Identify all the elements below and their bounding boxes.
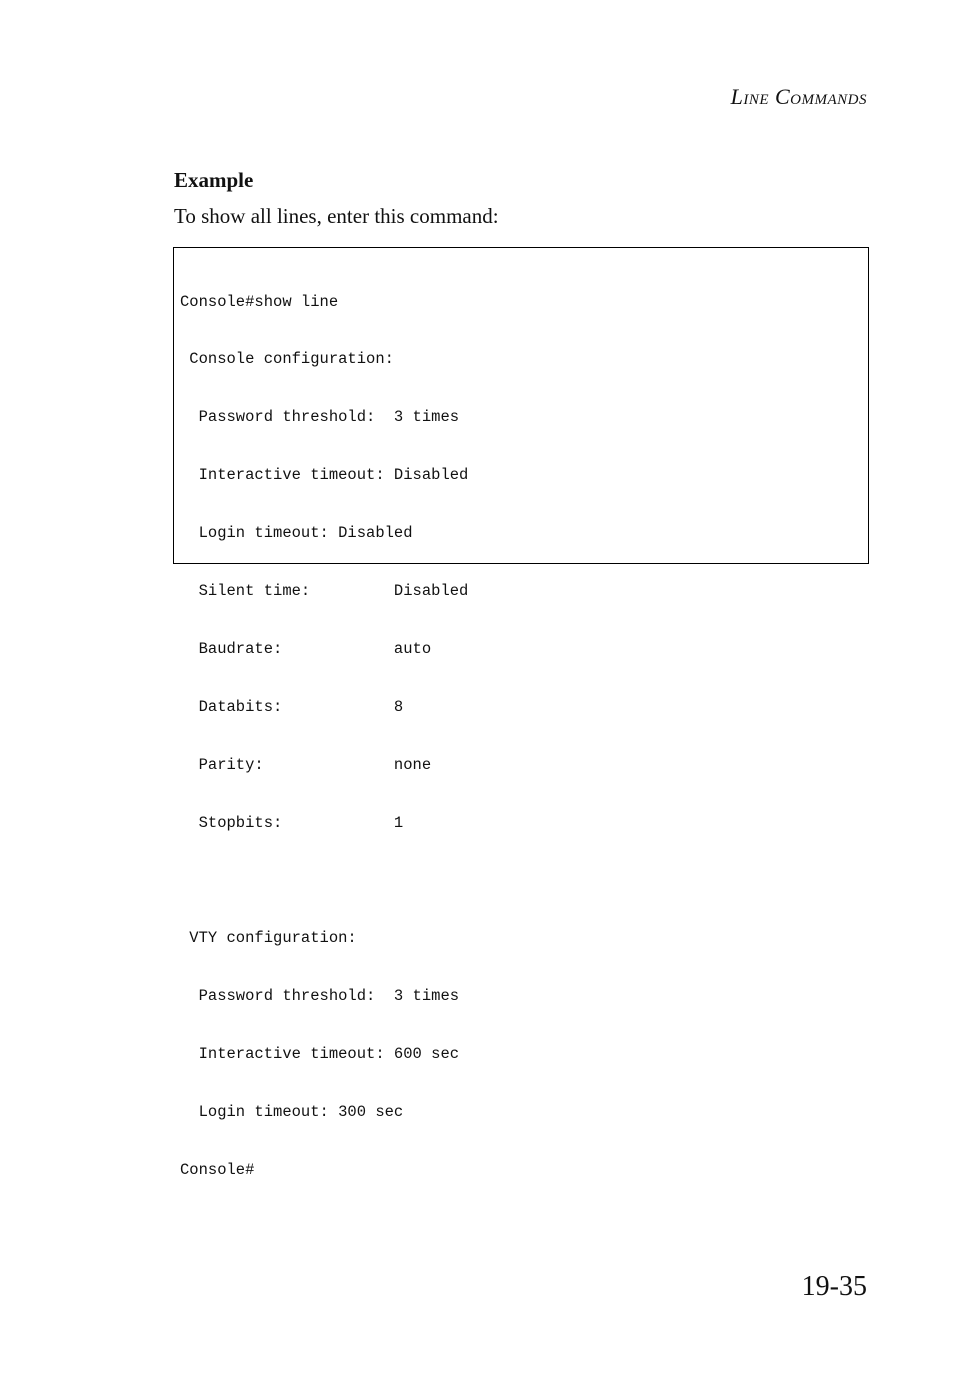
code-line: Console configuration: bbox=[180, 350, 394, 369]
page-number: 19-35 bbox=[801, 1271, 867, 1302]
code-line: Console# bbox=[180, 1160, 255, 1179]
code-line: Console#show line bbox=[180, 292, 339, 311]
intro-paragraph: To show all lines, enter this command: bbox=[174, 204, 499, 228]
code-line: Stopbits: 1 bbox=[180, 813, 404, 832]
code-line: Password threshold: 3 times bbox=[180, 408, 460, 427]
section-heading: Example bbox=[174, 168, 254, 192]
code-line: Interactive timeout: Disabled bbox=[180, 466, 469, 485]
code-line: Interactive timeout: 600 sec bbox=[180, 1045, 460, 1064]
code-line: Login timeout: Disabled bbox=[180, 524, 413, 543]
code-line bbox=[180, 872, 468, 891]
code-example bbox=[180, 254, 468, 1219]
running-header-title: Line Commands bbox=[730, 84, 867, 109]
code-example-box bbox=[173, 247, 869, 1179]
code-line: Silent time: Disabled bbox=[180, 582, 469, 601]
code-line: Baudrate: auto bbox=[180, 639, 432, 658]
code-line: Databits: 8 bbox=[180, 697, 404, 716]
code-line: Login timeout: 300 sec bbox=[180, 1103, 404, 1122]
code-line: Password threshold: 3 times bbox=[180, 987, 460, 1006]
code-line: VTY configuration: bbox=[180, 929, 357, 948]
code-line: Parity: none bbox=[180, 755, 432, 774]
